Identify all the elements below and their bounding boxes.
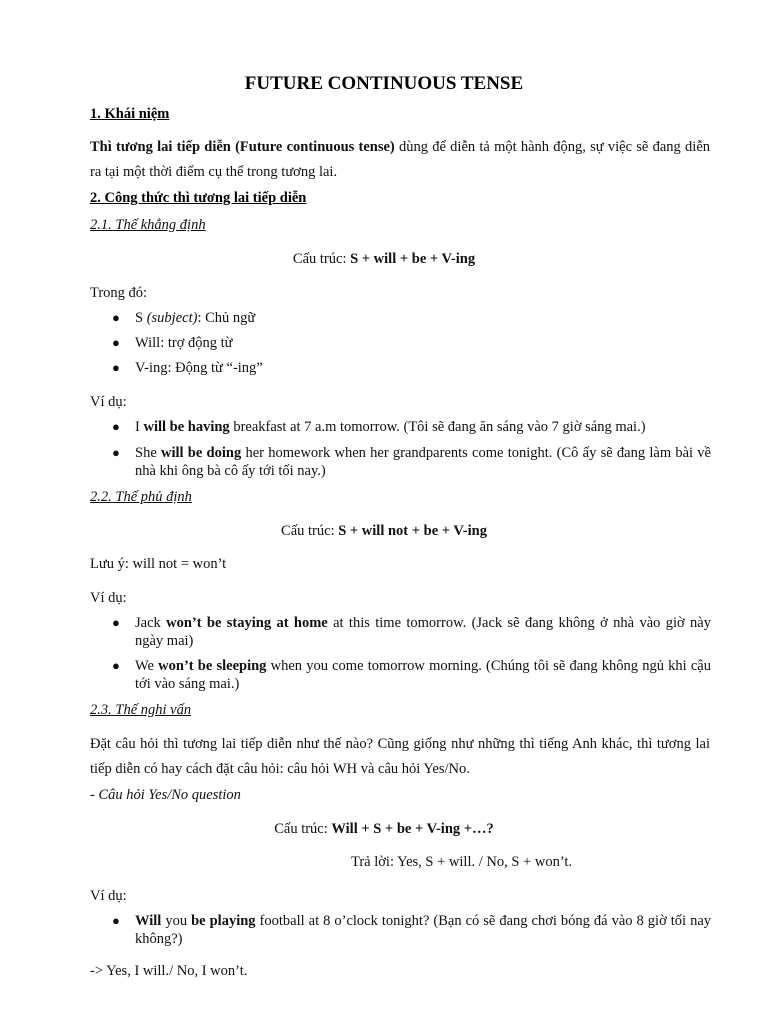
example-text: breakfast at 7 a.m tomorrow. (Tôi sẽ đang ăn sáng vào 7 giờ sáng mai.)	[229, 419, 646, 435]
definition-bold-term: Thì tương lai tiếp diễn (Future continuous tense)	[90, 139, 395, 155]
structure-label: Cấu trúc:	[292, 251, 351, 267]
example-text: when you come tomorrow morning. (Chúng tôi sẽ đang không ngủ khi cậu tới vào sáng mai.)	[135, 658, 711, 692]
bullet-icon: ●	[112, 335, 120, 350]
list-item: V-ing: Động từ “-ing”	[135, 360, 263, 376]
structure-formula: S + will + be + V-ing	[350, 251, 476, 267]
bullet-icon: ●	[112, 310, 120, 325]
bullet-icon: ●	[112, 658, 120, 673]
example-item	[135, 444, 711, 480]
document-title: FUTURE CONTINUOUS TENSE	[244, 73, 524, 94]
structure-label: Cấu trúc:	[274, 821, 332, 837]
bullet-icon: ●	[112, 913, 120, 928]
affirmative-structure	[0, 250, 768, 268]
list-item-text: : Chủ ngữ	[197, 310, 256, 326]
bullet-icon: ●	[112, 445, 120, 460]
yes-no-label: - Câu hỏi Yes/No question	[90, 787, 241, 803]
structure-label: Cấu trúc:	[281, 523, 339, 539]
example-bold: will be doing	[161, 445, 242, 461]
list-item	[135, 309, 711, 327]
example-bold: won’t be staying at home	[166, 615, 328, 631]
example-text: football at 8 o’clock tonight? (Bạn có sẽ đang chơi bóng đá vào 8 giờ tối nay không?)	[135, 913, 712, 947]
section-1-heading: 1. Khái niệm	[90, 106, 170, 122]
structure-formula: Will + S + be + V-ing +…?	[331, 821, 494, 837]
structure-formula: S + will not + be + V-ing	[338, 523, 487, 539]
list-item-italic: (subject)	[146, 310, 198, 326]
question-heading: 2.3. Thế nghi vấn	[90, 702, 192, 718]
definition-paragraph	[90, 135, 710, 184]
list-item-text: S	[135, 310, 147, 326]
bullet-icon: ●	[112, 615, 120, 630]
affirmative-heading: 2.1. Thế khẳng định	[90, 217, 206, 233]
example-bold: be playing	[191, 913, 256, 929]
example-bold: won’t be sleeping	[158, 658, 267, 674]
example-item	[135, 657, 711, 693]
example-text: her homework when her grandparents come tonight. (Cô ấy sẽ đang làm bài về nhà khi ông bà cô ấy tới tối nay.)	[135, 445, 711, 479]
negative-heading: 2.2. Thế phủ định	[90, 489, 192, 505]
example-text: you	[161, 913, 192, 929]
example-text: We	[135, 658, 159, 674]
note-text: Lưu ý: will not = won’t	[90, 556, 227, 572]
negative-structure	[0, 522, 768, 540]
example-text: She	[135, 445, 161, 461]
example-item	[135, 614, 711, 650]
example-text: Jack	[135, 615, 167, 631]
section-2-heading: 2. Công thức thì tương lai tiếp diễn	[90, 190, 307, 206]
question-paragraph: Đặt câu hỏi thì tương lai tiếp diễn như thế nào? Cũng giống như những thì tiếng Anh khác, thì tương lai tiếp diễn có hay cách đặt câu hỏi: câu hỏi WH và câu hỏi Yes/No.	[90, 736, 710, 777]
bullet-icon: ●	[112, 360, 120, 375]
example-label: Ví dụ:	[90, 394, 127, 410]
trong-do-label: Trong đó:	[90, 285, 148, 301]
bullet-icon: ●	[112, 419, 120, 434]
example-item	[135, 912, 711, 948]
example-bold: Will	[135, 913, 162, 929]
answer-structure: Trả lời: Yes, S + will. / No, S + won’t.	[351, 854, 573, 870]
example-item	[135, 418, 711, 436]
question-structure	[0, 820, 768, 838]
example-bold: will be having	[143, 419, 230, 435]
example-label: Ví dụ:	[90, 888, 127, 904]
example-text: at this time tomorrow. (Jack sẽ đang không ở nhà vào giờ này ngày mai)	[135, 615, 711, 649]
example-label: Ví dụ:	[90, 590, 127, 606]
example-text: I	[135, 419, 144, 435]
definition-text: dùng để diễn tả một hành động, sự việc sẽ đang diễn ra tại một thời điểm cụ thể trong tương lai.	[90, 139, 711, 180]
list-item: Will: trợ động từ	[135, 335, 233, 351]
example-reply: -> Yes, I will./ No, I won’t.	[90, 963, 248, 979]
